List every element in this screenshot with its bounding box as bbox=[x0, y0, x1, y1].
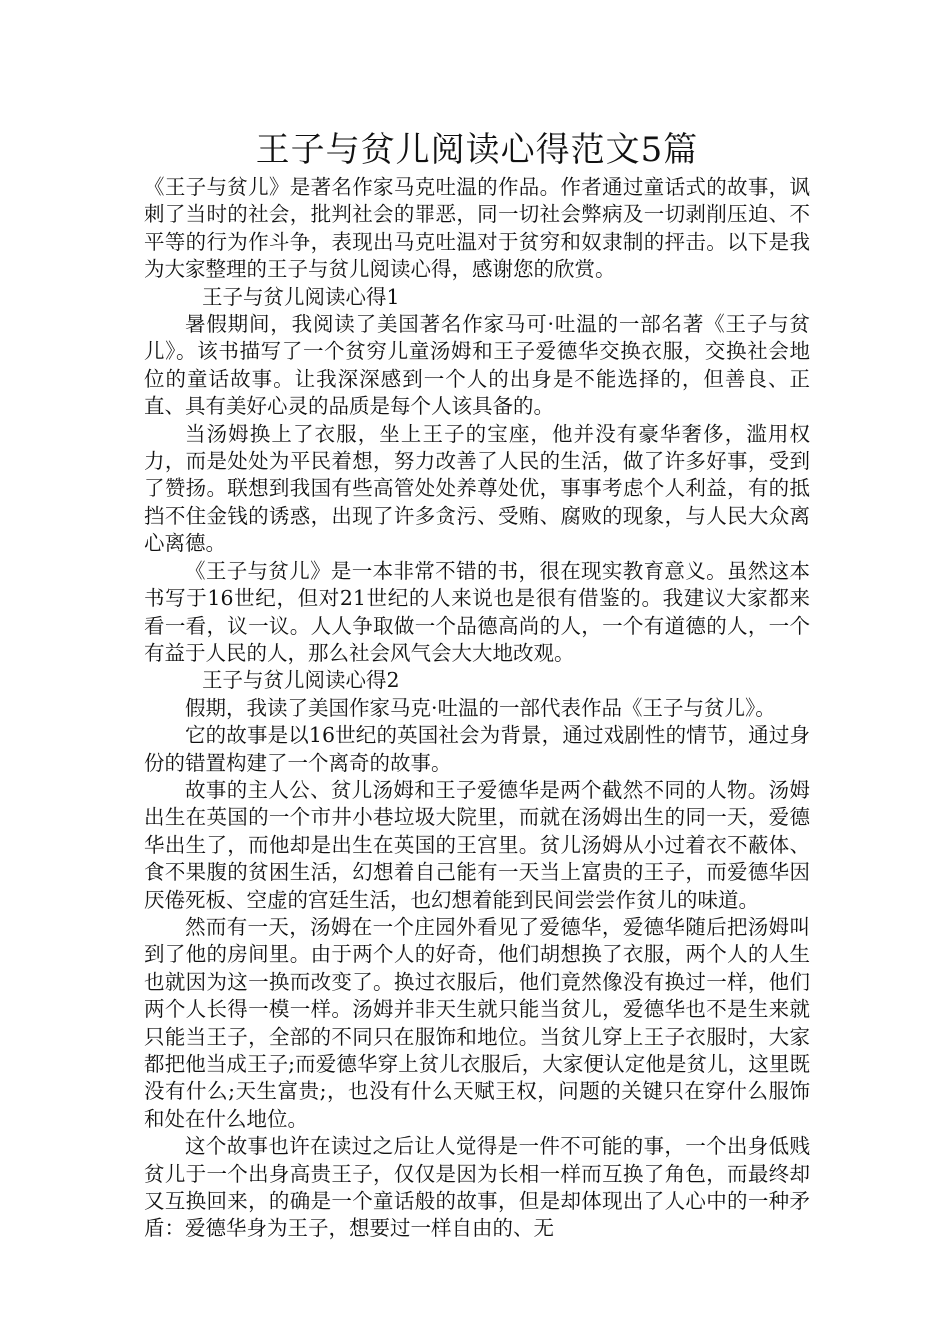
section-2-paragraph-5: 这个故事也许在读过之后让人觉得是一件不可能的事，一个出身低贱贫儿于一个出身高贵王子，仅仅是因为长相一样而互换了角色，而最终却又互换回来，的确是一个童话般的故事，但是却体现出了人心中的一种矛盾：爱德华身为王子，想要过一样自由的、无 bbox=[144, 1134, 810, 1241]
section-1-paragraph-2: 当汤姆换上了衣服，坐上王子的宝座，他并没有豪华奢侈，滥用权力，而是处处为平民着想，努力改善了人民的生活，做了许多好事，受到了赞扬。联想到我国有些高管处处养尊处优，事事考虑个人利益，有的抵挡不住金钱的诱惑，出现了许多贪污、受贿、腐败的现象，与人民大众离心离德。 bbox=[144, 421, 810, 556]
intro-paragraph: 《王子与贫儿》是著名作家马克吐温的作品。作者通过童话式的故事，讽刺了当时的社会，批判社会的罪恶，同一切社会弊病及一切剥削压迫、不平等的行为作斗争，表现出马克吐温对于贫穷和奴隶制的抨击。以下是我为大家整理的王子与贫儿阅读心得，感谢您的欣赏。 bbox=[144, 175, 810, 282]
section-2-paragraph-1: 假期，我读了美国作家马克·吐温的一部代表作品《王子与贫儿》。 bbox=[185, 695, 776, 720]
document-page bbox=[144, 128, 810, 1243]
section-1-paragraph-3: 《王子与贫儿》是一本非常不错的书，很在现实教育意义。虽然这本书写于16世纪，但对21世纪的人来说也是很有借鉴的。我建议大家都来看一看，议一议。人人争取做一个品德高尚的人，一个有道德的人，一个有益于人民的人，那么社会风气会大大地改观。 bbox=[144, 558, 810, 665]
section-2-paragraph-3: 故事的主人公、贫儿汤姆和王子爱德华是两个截然不同的人物。汤姆出生在英国的一个市井小巷垃圾大院里，而就在汤姆出生的同一天，爱德华出生了，而他却是出生在英国的王宫里。贫儿汤姆从小过着衣不蔽体、食不果腹的贫困生活，幻想着自己能有一天当上富贵的王子，而爱德华因厌倦死板、空虚的宫廷生活，也幻想着能到民间尝尝作贫儿的味道。 bbox=[144, 777, 810, 912]
section-2-paragraph-4: 然而有一天，汤姆在一个庄园外看见了爱德华，爱德华随后把汤姆叫到了他的房间里。由于两个人的好奇，他们胡想换了衣服，两个人的人生也就因为这一换而改变了。换过衣服后，他们竟然像没有换过一样，他们两个人长得一模一样。汤姆并非天生就只能当贫儿，爱德华也不是生来就只能当王子，全部的不同只在服饰和地位。当贫儿穿上王子衣服时，大家都把他当成王子;而爱德华穿上贫儿衣服后，大家便认定他是贫儿，这里既没有什么;天生富贵;，也没有什么天赋王权，问题的关键只在穿什么服饰和处在什么地位。 bbox=[144, 914, 810, 1131]
section-2-paragraph-2: 它的故事是以16世纪的英国社会为背景，通过戏剧性的情节，通过身份的错置构建了一个离奇的故事。 bbox=[144, 723, 810, 775]
section-2-heading: 王子与贫儿阅读心得2 bbox=[202, 668, 400, 693]
document-title: 王子与贫儿阅读心得范文5篇 bbox=[255, 130, 699, 170]
section-1-heading: 王子与贫儿阅读心得1 bbox=[202, 284, 400, 309]
section-1-paragraph-1: 暑假期间，我阅读了美国著名作家马可·吐温的一部名著《王子与贫儿》。该书描写了一个贫穷儿童汤姆和王子爱德华交换衣服，交换社会地位的童话故事。让我深深感到一个人的出身是不能选择的，但善良、正直、具有美好心灵的品质是每个人该具备的。 bbox=[144, 312, 810, 419]
